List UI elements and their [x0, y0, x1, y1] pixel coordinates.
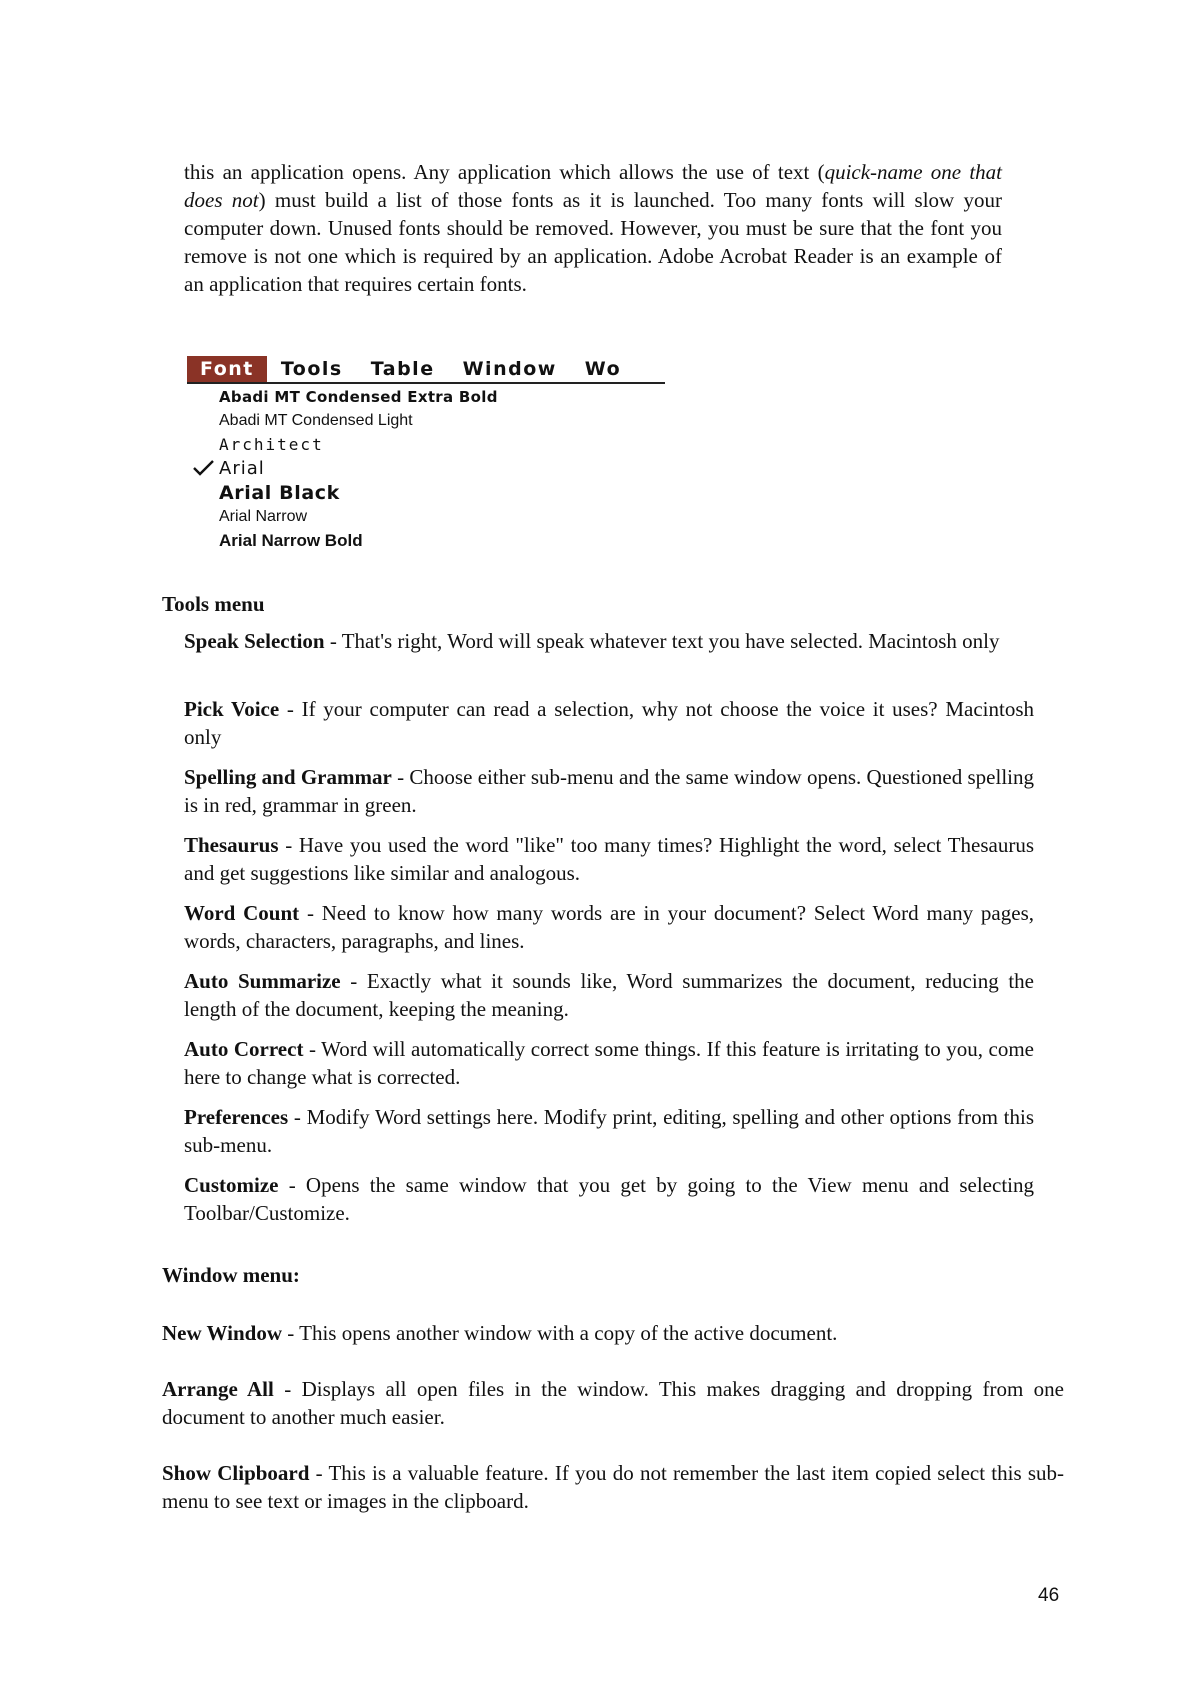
item-term: Speak Selection	[184, 629, 325, 653]
item-term: New Window	[162, 1321, 283, 1345]
menu-bar-image	[187, 356, 665, 384]
item-term: Customize	[184, 1173, 279, 1197]
intro-text-a: this an application opens. Any application which allows the use of text (	[184, 160, 825, 184]
item-term: Arrange All	[162, 1377, 274, 1401]
item-desc: - Word will automatically correct some things. If this feature is irritating to you, come here to change what is corrected.	[184, 1037, 1034, 1089]
item-desc: - Exactly what it sounds like, Word summarizes the document, reducing the length of the document, keeping the meaning.	[184, 969, 1035, 1021]
item-desc: - Opens the same window that you get by going to the View menu and selecting Toolbar/Customize.	[184, 1173, 1034, 1225]
window-item	[162, 1319, 1064, 1347]
tools-item	[184, 763, 1034, 819]
font-item	[192, 433, 612, 457]
tools-menu-heading: Tools menu	[162, 592, 265, 616]
item-desc: - Displays all open files in the window. This makes dragging and dropping from one document to another much easier.	[162, 1377, 1064, 1429]
tools-item	[184, 1171, 1034, 1227]
menu-partial: Wo	[584, 358, 622, 380]
item-term: Spelling and Grammar	[184, 765, 392, 789]
tools-item	[184, 1035, 1034, 1091]
font-item-label: Arial	[219, 458, 265, 479]
font-item-label: Arial Narrow	[219, 508, 308, 525]
intro-paragraph	[184, 158, 1002, 298]
font-item-selected	[192, 457, 612, 481]
tools-item	[184, 627, 1034, 655]
font-item	[192, 481, 612, 505]
tools-item	[184, 899, 1034, 955]
menu-window: Window	[462, 358, 557, 380]
font-item	[192, 409, 612, 433]
page-number: 46	[1038, 1585, 1060, 1606]
window-item	[162, 1375, 1064, 1431]
checkmark-icon	[192, 457, 214, 484]
intro-text-b: ) must build a list of those fonts as it is launched. Too many fonts will slow your computer down. Unused fonts should be removed. However, you must be sure that the font you remove is not one which is required by an application. Adobe Acrobat Reader is an example of an application that requires certain fonts.	[184, 188, 1003, 296]
window-item	[162, 1459, 1064, 1515]
font-item-label: Abadi MT Condensed Light	[219, 412, 413, 429]
item-desc: - Modify Word settings here. Modify print, editing, spelling and other options from this sub-menu.	[184, 1105, 1034, 1157]
item-desc: - Choose either sub-menu and the same window opens. Questioned spelling is in red, grammar in green.	[184, 765, 1035, 817]
menu-table: Table	[370, 358, 435, 380]
font-item-label: Architect	[219, 435, 324, 454]
intro-text-italic: quick-name one that does not	[184, 160, 1002, 212]
item-term: Word Count	[184, 901, 300, 925]
font-item-label: Abadi MT Condensed Extra Bold	[219, 388, 498, 406]
item-term: Thesaurus	[184, 833, 279, 857]
tools-item	[184, 1103, 1034, 1159]
item-desc: - That's right, Word will speak whatever text you have selected. Macintosh only	[324, 629, 1000, 653]
font-list-image	[192, 385, 612, 553]
item-term: Pick Voice	[184, 697, 280, 721]
item-term: Auto Correct	[184, 1037, 304, 1061]
font-item	[192, 529, 612, 553]
item-desc: - This is a valuable feature. If you do not remember the last item copied select this sub-menu to see text or images in the clipboard.	[162, 1461, 1065, 1513]
item-term: Preferences	[184, 1105, 289, 1129]
item-desc: - Have you used the word "like" too many times? Highlight the word, select Thesaurus and get suggestions like similar and analogous.	[184, 833, 1034, 885]
item-desc: - If your computer can read a selection, why not choose the voice it uses? Macintosh only	[184, 697, 1034, 749]
font-item	[192, 505, 612, 529]
item-term: Auto Summarize	[184, 969, 341, 993]
font-item-label: Arial Black	[219, 482, 340, 504]
font-item	[192, 385, 612, 409]
item-term: Show Clipboard	[162, 1461, 310, 1485]
font-item-label: Arial Narrow Bold	[219, 531, 363, 550]
tools-item	[184, 831, 1034, 887]
item-desc: - Need to know how many words are in your document? Select Word many pages, words, characters, paragraphs, and lines.	[184, 901, 1034, 953]
menu-font: Font	[187, 356, 267, 382]
tools-item	[184, 967, 1034, 1023]
menu-tools: Tools	[280, 358, 343, 380]
window-menu-heading: Window menu:	[162, 1263, 300, 1287]
tools-item	[184, 695, 1034, 751]
item-desc: - This opens another window with a copy of the active document.	[282, 1321, 838, 1345]
